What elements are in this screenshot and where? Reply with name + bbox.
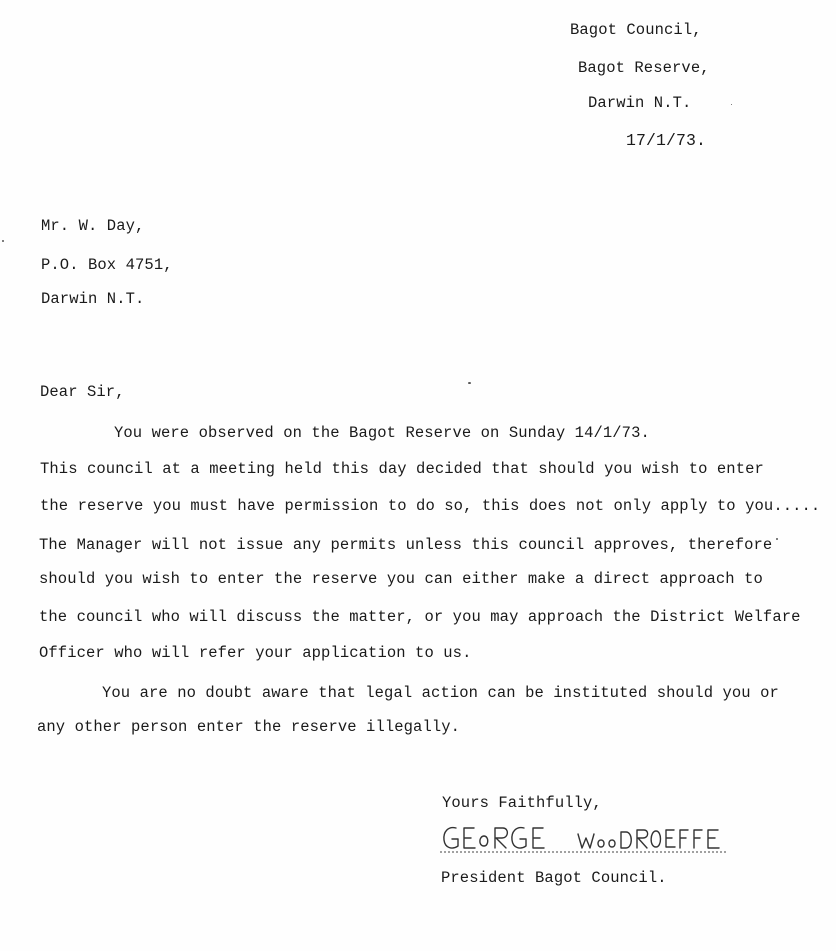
body-line: any other person enter the reserve illegally. — [37, 718, 461, 736]
body-line: the reserve you must have permission to do so, this does not only apply to you..... — [40, 497, 821, 515]
body-line: should you wish to enter the reserve you can either make a direct approach to — [39, 570, 763, 588]
scan-speck — [731, 104, 732, 105]
recipient-line-1: Mr. W. Day, — [41, 217, 145, 235]
recipient-line-3: Darwin N.T. — [41, 290, 145, 308]
body-line: the council who will discuss the matter, or you may approach the District Welfare — [39, 608, 801, 626]
scan-speck — [776, 538, 778, 540]
scan-speck — [468, 382, 471, 384]
body-line: The Manager will not issue any permits unless this council approves, therefore — [39, 536, 773, 554]
letter-date: 17/1/73. — [626, 131, 707, 150]
valediction: Yours Faithfully, — [442, 794, 602, 812]
sender-address-line-1: Bagot Council, — [570, 21, 702, 39]
salutation: Dear Sir, — [40, 383, 125, 401]
body-line: You are no doubt aware that legal action can be instituted should you or — [102, 684, 779, 702]
recipient-line-2: P.O. Box 4751, — [41, 256, 173, 274]
handwritten-signature — [440, 822, 730, 856]
signatory-title: President Bagot Council. — [441, 869, 667, 887]
body-line: This council at a meeting held this day decided that should you wish to enter — [40, 460, 764, 478]
scan-speck — [2, 240, 4, 242]
sender-address-line-3: Darwin N.T. — [588, 94, 692, 112]
body-line: You were observed on the Bagot Reserve on Sunday 14/1/73. — [114, 424, 650, 442]
body-line: Officer who will refer your application to us. — [39, 644, 472, 662]
sender-address-line-2: Bagot Reserve, — [578, 59, 710, 77]
